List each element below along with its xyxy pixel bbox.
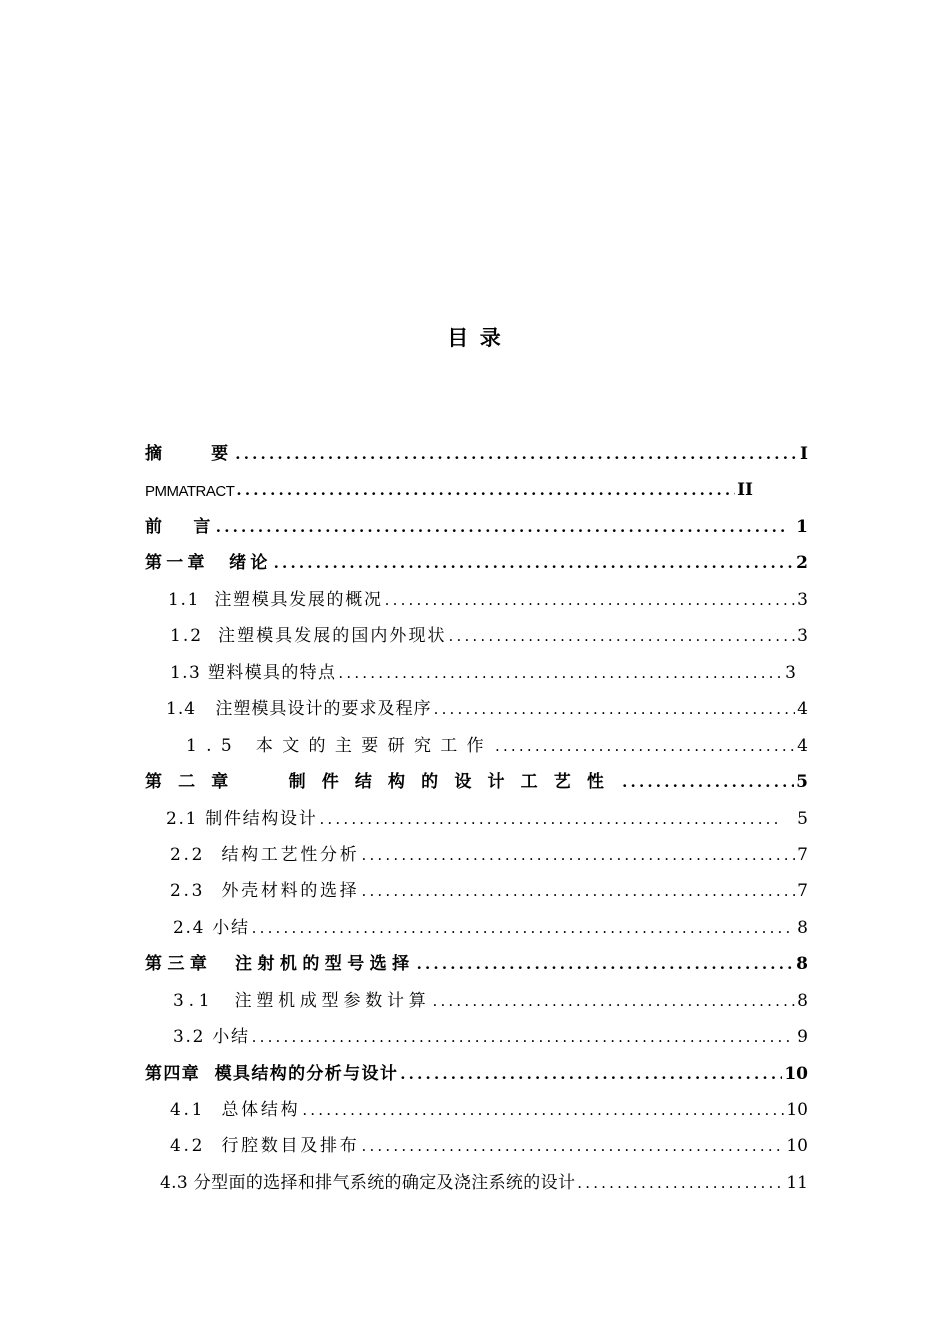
toc-entry[interactable] [145, 760, 808, 792]
toc-entry-label: 1.4 注塑模具设计的要求及程序 [166, 699, 432, 719]
toc-entry-label: 第三章 注射机的型号选择 [145, 954, 415, 974]
toc-entry[interactable] [170, 869, 808, 901]
toc-entry-label: 2.3 外壳材料的选择 [170, 881, 360, 901]
toc-leader-dots [274, 553, 795, 573]
toc-entry[interactable] [186, 724, 808, 756]
toc-entry-page: 10 [786, 1100, 808, 1120]
toc-entry[interactable] [145, 505, 808, 537]
toc-leader-dots [400, 1064, 782, 1084]
toc-leader-dots [432, 991, 795, 1011]
toc-entry-label: 4.3 分型面的选择和排气系统的确定及浇注系统的设计 [160, 1173, 576, 1193]
toc-entry-label: 1.3 塑料模具的特点 [170, 663, 337, 683]
toc-leader-dots [361, 1136, 784, 1156]
toc-entry-page: 7 [797, 845, 808, 865]
toc-leader-dots [495, 736, 795, 756]
page-title: 目 录 [447, 325, 503, 350]
toc-entry-label: 2.2 结构工艺性分析 [170, 845, 360, 865]
toc-entry-page: 3 [797, 590, 808, 610]
toc-entry-label: 4.1 总体结构 [170, 1100, 301, 1120]
toc-entry-label: 3.2 小结 [173, 1027, 250, 1047]
toc-entry-page: 2 [796, 553, 808, 573]
toc-entry-label: 第四章 模具结构的分析与设计 [145, 1064, 399, 1084]
toc-entry[interactable] [166, 687, 808, 719]
toc-entry-page: 3 [785, 663, 796, 683]
toc-entry-label: 摘 要 [145, 444, 234, 464]
toc-leader-dots [252, 1027, 796, 1047]
toc-entry-page: 5 [797, 809, 808, 829]
toc-entry-page: 10 [784, 1064, 808, 1084]
toc-leader-dots [449, 626, 796, 646]
toc-entry-label: PMMATRACT [145, 483, 235, 500]
toc-entry-page: 8 [797, 918, 808, 938]
toc-entry-page: 4 [797, 699, 808, 719]
toc-entry[interactable] [145, 541, 808, 573]
toc-leader-dots [385, 590, 796, 610]
toc-entry[interactable] [173, 979, 808, 1011]
toc-entry-label: 1.2 注塑模具发展的国内外现状 [170, 626, 447, 646]
toc-entry[interactable] [145, 1052, 808, 1084]
toc-entry[interactable] [170, 614, 808, 646]
toc-entry[interactable] [166, 797, 808, 829]
toc-entry-page: 5 [796, 772, 808, 792]
toc-entry[interactable] [160, 1161, 808, 1193]
toc-entry-page: 10 [786, 1136, 808, 1156]
toc-entry-label: 1.5 本文的主要研究工作 [186, 736, 493, 756]
toc-entry-label: 2.1 制件结构设计 [166, 809, 318, 829]
toc-entry-label: 第二章 制件结构的设计工艺性 [145, 772, 621, 792]
toc-leader-dots [235, 444, 798, 464]
toc-entry[interactable] [145, 942, 808, 974]
toc-leader-dots [319, 809, 781, 829]
toc-entry-page: 9 [797, 1027, 808, 1047]
toc-entry-label: 4.2 行腔数目及排布 [170, 1136, 360, 1156]
toc-entry[interactable] [170, 833, 808, 865]
toc-leader-dots [434, 699, 796, 719]
toc-leader-dots [361, 845, 795, 865]
toc-entry-page: I [800, 444, 808, 464]
toc-entry[interactable] [145, 432, 808, 464]
toc-entry[interactable] [145, 468, 753, 500]
toc-entry[interactable] [168, 578, 808, 610]
toc-leader-dots [302, 1100, 784, 1120]
toc-entry[interactable] [170, 651, 796, 683]
toc-leader-dots [417, 954, 795, 974]
toc-entry-page: II [737, 480, 753, 500]
toc-entry-label: 1.1 注塑模具发展的概况 [168, 590, 383, 610]
toc-leader-dots [236, 480, 735, 500]
toc-leader-dots [577, 1173, 784, 1193]
toc-entry[interactable] [173, 1015, 808, 1047]
toc-entry-page: 1 [796, 517, 808, 537]
toc-leader-dots [338, 663, 783, 683]
toc-entry-page: 11 [786, 1173, 808, 1193]
toc-entry-page: 3 [797, 626, 808, 646]
toc-entry[interactable] [170, 1124, 808, 1156]
toc-entry-page: 4 [797, 736, 808, 756]
toc-leader-dots [361, 881, 795, 901]
toc-leader-dots [622, 772, 794, 792]
toc-entry-label: 第一章 绪论 [145, 553, 272, 573]
toc-entry-page: 8 [796, 954, 808, 974]
toc-entry[interactable] [173, 906, 808, 938]
toc-entry-label: 3.1 注塑机成型参数计算 [173, 991, 431, 1011]
toc-entry[interactable] [170, 1088, 808, 1120]
toc-entry-page: 8 [797, 991, 808, 1011]
toc-entry-label: 2.4 小结 [173, 918, 250, 938]
toc-entry-label: 前 言 [145, 517, 214, 537]
toc-leader-dots [252, 918, 796, 938]
toc-leader-dots [216, 517, 784, 537]
toc-entry-page: 7 [797, 881, 808, 901]
